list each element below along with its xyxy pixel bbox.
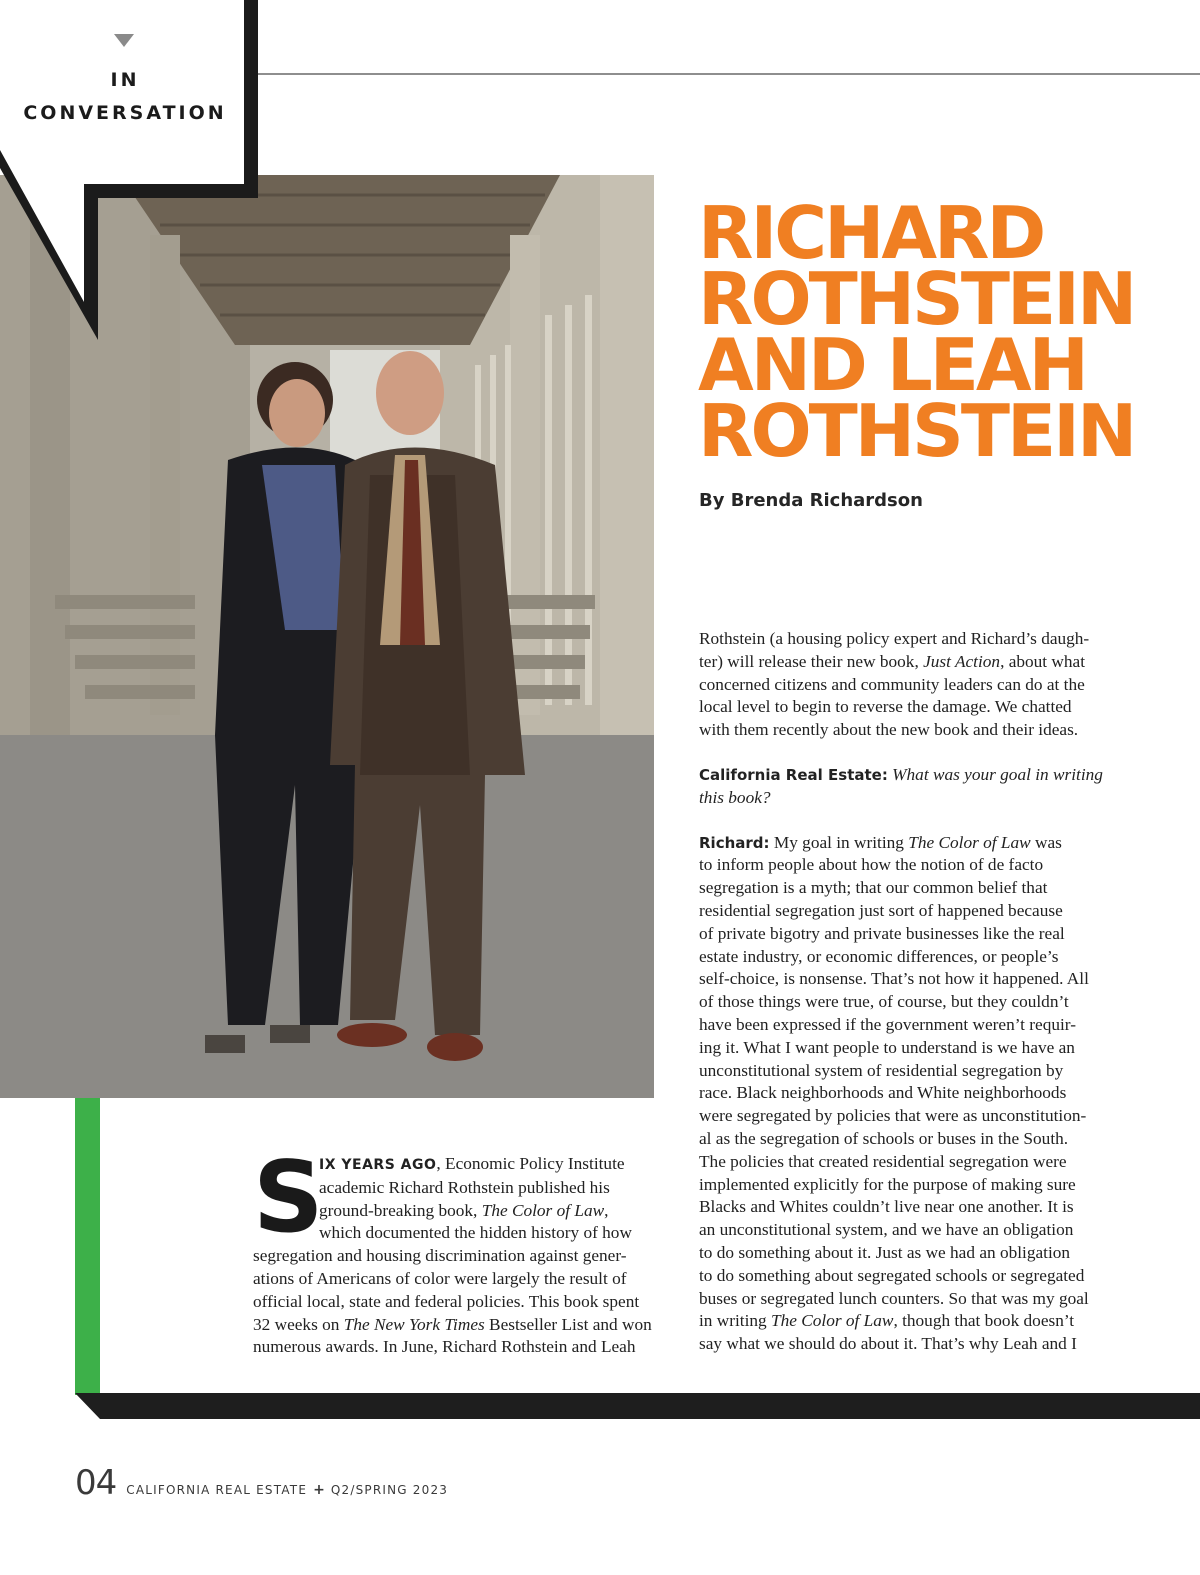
intro-line: academic Richard Rothstein published his bbox=[319, 1177, 610, 1197]
intro-line: IX YEARS AGO, Economic Policy Institute bbox=[319, 1154, 625, 1173]
answer-line: an unconstitutional system, and we have an obligation bbox=[699, 1220, 1074, 1240]
header-rule bbox=[258, 73, 1200, 75]
question-line: California Real Estate: What was your goal in writing bbox=[699, 764, 1103, 784]
bubble-triangle-icon bbox=[114, 34, 134, 47]
answer-line: buses or segregated lunch counters. So that was my goal bbox=[699, 1288, 1089, 1308]
section-label-line2: CONVERSATION bbox=[23, 102, 227, 124]
answer-line: al as the segregation of schools or buses in the South. bbox=[699, 1128, 1069, 1148]
answer-line: estate industry, or economic differences, or people’s bbox=[699, 946, 1059, 966]
footer-separator: + bbox=[313, 1482, 325, 1498]
answer-line: Blacks and Whites couldn’t live near one another. It is bbox=[699, 1197, 1074, 1217]
drop-cap: S bbox=[253, 1141, 324, 1255]
answer-line: unconstitutional system of residential segregation by bbox=[699, 1060, 1064, 1080]
page-number: 04 bbox=[75, 1463, 117, 1503]
answer-line: Richard: My goal in writing The Color of Law was bbox=[699, 832, 1062, 852]
body-line: Rothstein (a housing policy expert and Richard’s daugh- bbox=[699, 629, 1090, 648]
intro-line: numerous awards. In June, Richard Rothstein and Leah bbox=[253, 1337, 636, 1357]
lead-in: IX YEARS AGO bbox=[319, 1157, 437, 1173]
answer-line: residential segregation just sort of happened because bbox=[699, 900, 1063, 920]
intro-line: ations of Americans of color were largely the result of bbox=[253, 1268, 627, 1288]
answer-line: self-choice, is nonsense. That’s not how it happened. All bbox=[699, 969, 1089, 989]
intro-line: which documented the hidden history of how bbox=[319, 1223, 632, 1243]
speaker-label: Richard: bbox=[699, 833, 770, 852]
intro-column bbox=[253, 1141, 678, 1359]
intro-line: ground-breaking book, The Color of Law, bbox=[319, 1200, 609, 1220]
answer-line: segregation is a myth; that our common belief that bbox=[699, 878, 1048, 898]
answer-line: to inform people about how the notion of de facto bbox=[699, 855, 1044, 875]
answer-line: ing it. What I want people to understand is we have an bbox=[699, 1037, 1075, 1057]
answer-line: say what we should do about it. That’s why Leah and I bbox=[699, 1334, 1077, 1354]
article-headline bbox=[698, 191, 1168, 473]
headline-line: AND LEAH bbox=[698, 323, 1086, 407]
section-speech-bubble bbox=[0, 0, 262, 345]
answer-line: race. Black neighborhoods and White neighborhoods bbox=[699, 1083, 1067, 1103]
answer-line: in writing The Color of Law, though that book doesn’t bbox=[699, 1311, 1075, 1331]
body-line: ter) will release their new book, Just Action, about what bbox=[699, 651, 1086, 671]
page-footer bbox=[75, 1463, 448, 1503]
byline: By Brenda Richardson bbox=[699, 490, 923, 511]
bottom-dark-bar bbox=[0, 1393, 1200, 1419]
accent-green-bar bbox=[75, 1098, 100, 1395]
intro-line: segregation and housing discrimination against gener- bbox=[253, 1246, 627, 1266]
body-line: concerned citizens and community leaders can do at the bbox=[699, 674, 1085, 694]
headline-line: ROTHSTEIN bbox=[698, 389, 1135, 473]
body-line: local level to begin to reverse the damage. We chatted bbox=[699, 697, 1072, 717]
publication-name: CALIFORNIA REAL ESTATE bbox=[126, 1483, 308, 1497]
section-label-line1: IN bbox=[110, 69, 140, 91]
question-line: this book? bbox=[699, 787, 771, 807]
body-line: with them recently about the new book and their ideas. bbox=[699, 720, 1079, 740]
answer-line: implemented explicitly for the purpose of making sure bbox=[699, 1174, 1076, 1194]
headline-line: RICHARD bbox=[698, 191, 1044, 275]
intro-line: official local, state and federal policies. This book spent bbox=[253, 1291, 640, 1311]
answer-line: have been expressed if the government weren’t requir- bbox=[699, 1014, 1076, 1034]
intro-line: 32 weeks on The New York Times Bestseller List and won bbox=[253, 1314, 652, 1334]
answer-line: to do something about it. Just as we had an obligation bbox=[699, 1242, 1071, 1262]
headline-line: ROTHSTEIN bbox=[698, 257, 1135, 341]
answer-line: of those things were true, of course, but they couldn’t bbox=[699, 992, 1069, 1012]
issue-label: Q2/SPRING 2023 bbox=[330, 1483, 449, 1497]
body-column bbox=[699, 628, 1124, 1356]
answer-line: to do something about segregated schools or segregated bbox=[699, 1265, 1085, 1285]
answer-line: The policies that created residential segregation were bbox=[699, 1151, 1067, 1171]
answer-line: of private bigotry and private businesses like the real bbox=[699, 923, 1065, 943]
answer-line: were segregated by policies that were as unconstitution- bbox=[699, 1106, 1087, 1126]
speaker-label: California Real Estate: bbox=[699, 765, 888, 784]
